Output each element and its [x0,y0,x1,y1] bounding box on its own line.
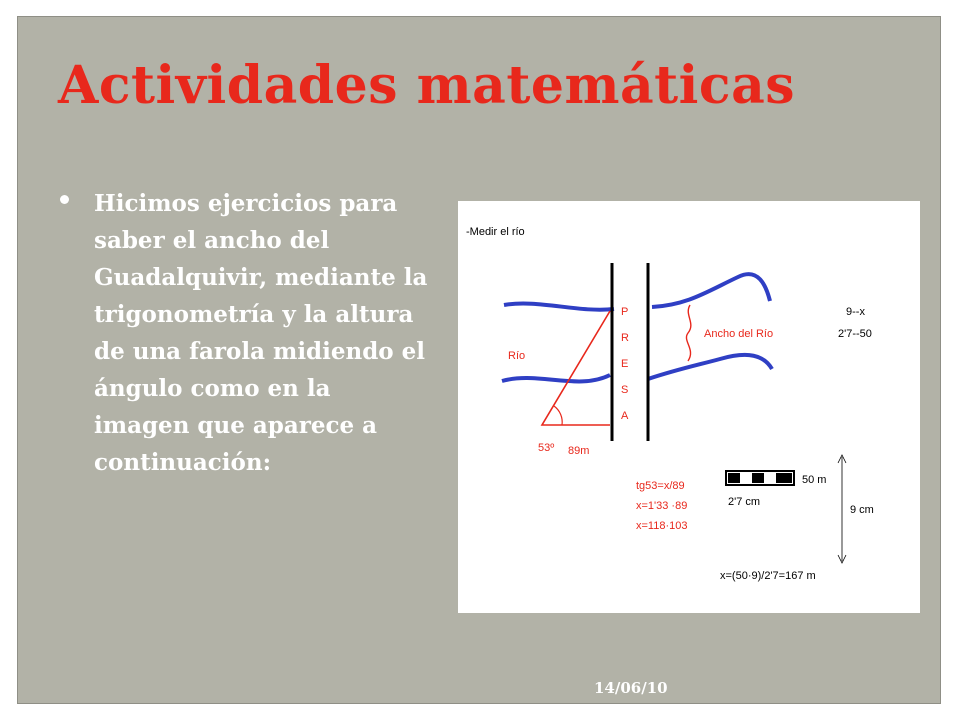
scale-cm-label: 2'7 cm [728,496,761,508]
presa-letter: S [621,384,629,396]
angle-label: 53º [538,442,555,454]
presa-letter: A [621,410,629,422]
triangle [542,311,610,425]
bullet-icon [60,195,69,204]
base-label: 89m [568,445,590,457]
bullet-list [58,185,430,481]
river-bank-right-top [652,274,770,307]
width-label: Ancho del Río [704,328,774,340]
river-bank-left-bottom [502,375,610,381]
slide-title: Actividades matemáticas [58,55,796,116]
river-diagram [458,201,920,613]
scale-label: 50 m [802,474,827,486]
river-bank-right-bottom [648,355,772,379]
scale-bar [726,471,794,485]
bullet-item [58,185,430,481]
map-cm-label: 9 cm [850,504,874,516]
presa-letter: P [621,306,629,318]
river-diagram-image [458,201,920,613]
ratio-line: 2'7--50 [838,328,872,340]
slide [17,16,941,704]
calc-line: x=118·103 [636,520,688,532]
river-label: Río [508,350,526,362]
angle-arc [554,406,562,425]
slide-date: 14/06/10 [594,679,668,697]
presa-letter: E [621,358,629,370]
calc-line: tg53=x/89 [636,480,685,492]
result-label: x=(50·9)/2'7=167 m [720,570,816,582]
diagram-heading: -Medir el río [466,226,525,238]
calc-line: x=1'33 ·89 [636,500,688,512]
width-brace [686,305,690,361]
river-bank-left-top [504,303,614,309]
ratio-line: 9--x [846,306,865,318]
presa-letter: R [621,332,629,344]
bullet-text: Hicimos ejercicios para saber el ancho del Guadalquivir, mediante la trigonometría y la altura de una farola midiendo el ángulo como en la imagen que aparece a continuación: [94,190,428,476]
